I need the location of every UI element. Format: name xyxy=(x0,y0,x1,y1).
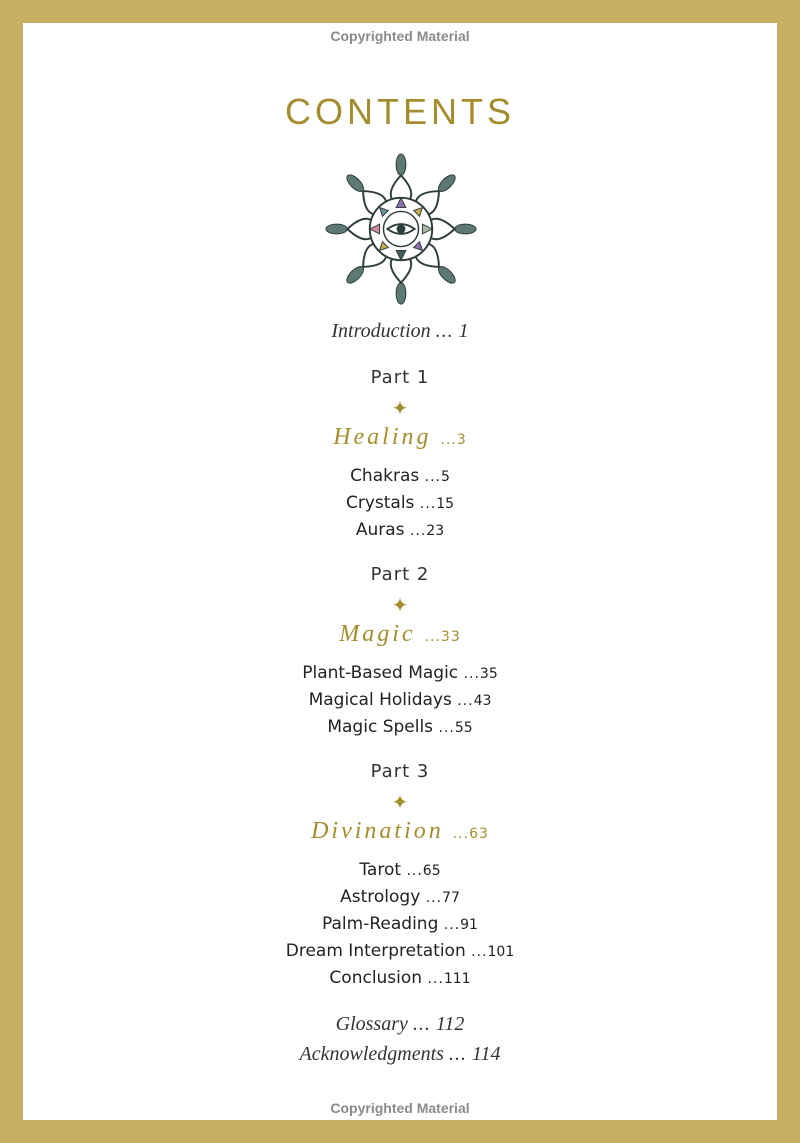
toc-item-label: Crystals xyxy=(345,493,415,513)
toc-item xyxy=(23,914,777,934)
toc-dots: ... xyxy=(440,432,457,448)
star-ornament-icon: ✦ xyxy=(391,593,409,617)
toc-dots: ... xyxy=(425,890,443,906)
toc-item-page: 91 xyxy=(460,917,478,933)
toc-dots: ... xyxy=(424,469,441,485)
part-1-title xyxy=(23,424,777,451)
toc-item-page: 55 xyxy=(454,720,473,736)
toc-item-label: Tarot xyxy=(359,860,402,880)
toc-dots: ... xyxy=(412,1013,431,1035)
toc-item-label: Palm-Reading xyxy=(322,914,439,934)
part-3-page: 63 xyxy=(469,826,489,842)
toc-dots: ... xyxy=(471,944,488,960)
part-3-title-text: Divination xyxy=(311,818,444,844)
toc-item-label: Magical Holidays xyxy=(308,690,452,710)
toc-dots: ... xyxy=(419,496,437,512)
toc-dots: ... xyxy=(448,1043,467,1065)
toc-item-label: Chakras xyxy=(350,466,420,486)
part-2-label: Part 2 xyxy=(370,564,430,585)
toc-item-label: Auras xyxy=(355,520,405,540)
toc-item-page: 77 xyxy=(442,890,460,906)
toc-dots: ... xyxy=(443,917,461,933)
part-3-title xyxy=(23,818,777,845)
toc-dots: ... xyxy=(457,693,474,709)
page-title: CONTENTS xyxy=(285,91,515,132)
toc-item xyxy=(23,860,777,880)
toc-item-label: Astrology xyxy=(340,887,421,907)
toc-dots: ... xyxy=(435,320,454,342)
toc-item-page: 15 xyxy=(436,496,455,512)
toc-acknowledgments-label: Acknowledgments xyxy=(299,1043,444,1065)
part-1-label: Part 1 xyxy=(370,367,430,388)
toc-introduction xyxy=(23,320,777,343)
toc-acknowledgments xyxy=(23,1043,777,1066)
star-ornament-icon: ✦ xyxy=(391,790,409,814)
book-page xyxy=(23,23,777,1120)
toc-item-page: 101 xyxy=(487,944,515,960)
part-3-label: Part 3 xyxy=(370,761,430,782)
toc-dots: ... xyxy=(406,863,423,879)
mandala-eye-icon xyxy=(323,151,479,307)
toc-item-page: 65 xyxy=(422,863,441,879)
toc-glossary xyxy=(23,1013,777,1036)
toc-item-label: Conclusion xyxy=(329,968,423,988)
toc-acknowledgments-page: 114 xyxy=(471,1043,501,1065)
toc-item xyxy=(23,968,777,988)
toc-item xyxy=(23,717,777,737)
copyright-top: Copyrighted Material xyxy=(330,28,470,44)
toc-introduction-label: Introduction xyxy=(331,320,431,342)
toc-dots: ... xyxy=(427,971,444,987)
toc-item xyxy=(23,493,777,513)
toc-item-page: 23 xyxy=(426,523,445,539)
toc-introduction-page: 1 xyxy=(458,320,469,342)
toc-item-page: 43 xyxy=(473,693,492,709)
star-ornament-icon: ✦ xyxy=(391,396,409,420)
toc-item xyxy=(23,520,777,540)
toc-dots: ... xyxy=(438,720,455,736)
toc-item xyxy=(23,941,777,961)
toc-item-label: Dream Interpretation xyxy=(285,941,466,961)
toc-glossary-label: Glossary xyxy=(335,1013,408,1035)
toc-dots: ... xyxy=(409,523,427,539)
toc-item-page: 35 xyxy=(479,666,498,682)
toc-glossary-page: 112 xyxy=(435,1013,465,1035)
toc-item-label: Magic Spells xyxy=(327,717,434,737)
part-2-page: 33 xyxy=(440,629,461,645)
toc-item xyxy=(23,663,777,683)
toc-dots: ... xyxy=(452,826,470,842)
toc-item-page: 5 xyxy=(441,469,450,485)
part-1-title-text: Healing xyxy=(333,424,432,450)
toc-item-page: 111 xyxy=(443,971,471,987)
toc-dots: ... xyxy=(424,629,441,645)
toc-item xyxy=(23,466,777,486)
part-2-title-text: Magic xyxy=(339,621,416,647)
toc-item xyxy=(23,887,777,907)
toc-item xyxy=(23,690,777,710)
copyright-bottom: Copyrighted Material xyxy=(330,1100,470,1116)
toc-dots: ... xyxy=(463,666,480,682)
toc-item-label: Plant-Based Magic xyxy=(302,663,459,683)
part-2-title xyxy=(23,621,777,648)
part-1-page: 3 xyxy=(456,432,467,448)
